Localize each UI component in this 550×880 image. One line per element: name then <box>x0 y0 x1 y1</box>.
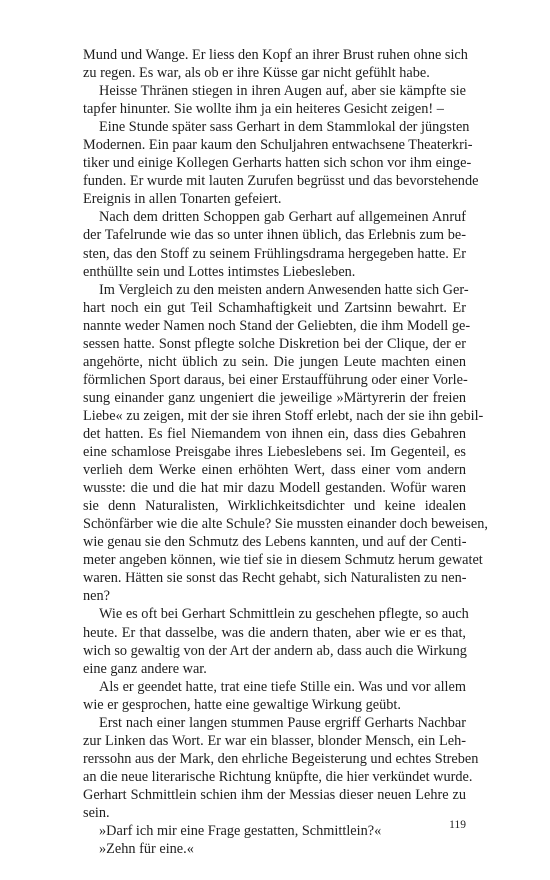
text-line: wie genau sie den Schmutz des Lebens kannten, und auf der Centi- <box>83 534 467 551</box>
text-line: Ereignis in allen Tonarten gefeiert. <box>83 191 282 208</box>
text-line: »Zehn für eine.« <box>99 841 194 858</box>
text-line: Gerhart Schmittlein schien ihm der Messias dieser neuen Lehre zu <box>83 786 466 803</box>
text-line: verlieh dem Werke einen erhöhten Wert, dass einer vom andern <box>83 462 466 479</box>
text-line: sein. <box>83 804 110 821</box>
text-line: an die neue literarische Richtung knüpfte, die hier verkündet wurde. <box>83 768 473 785</box>
text-line: Modernen. Ein paar kaum den Schuljahren entwachsene Theaterkri- <box>83 137 473 154</box>
body-text <box>83 46 488 858</box>
text-line: »Darf ich mir eine Frage gestatten, Schmittlein?« <box>99 823 382 840</box>
text-line: sung einander ganz ungeniert die jeweilige »Märtyrerin der freien <box>83 389 466 406</box>
text-line: funden. Er wurde mit lauten Zurufen begrüsst und das bevorstehende <box>83 173 479 190</box>
text-line: waren. Hätten sie sonst das Recht gehabt, sich Naturalisten zu nen- <box>83 570 467 587</box>
text-line: Nach dem dritten Schoppen gab Gerhart auf allgemeinen Anruf <box>99 209 466 226</box>
text-line: enthüllte sein und Lottes intimstes Liebesleben. <box>83 263 356 280</box>
text-line: nannte weder Namen noch Stand der Geliebten, die ihm Modell ge- <box>83 317 471 334</box>
text-line: zu regen. Es war, als ob er ihre Küsse gar nicht gefühlt habe. <box>83 65 430 82</box>
page-number: 119 <box>449 819 466 831</box>
text-line: wich so gewaltig von der Art der andern ab, dass auch die Wirkung <box>83 642 467 659</box>
text-line: wie er gesprochen, hatte eine gewaltige Wirkung geübt. <box>83 696 401 713</box>
text-line: eine ganz andere war. <box>83 660 207 677</box>
text-line: tapfer hinunter. Sie wollte ihm ja ein heiteres Gesicht zeigen! – <box>83 101 444 118</box>
text-line: eine schamlose Preisgabe ihres Liebeslebens sei. Im Gegenteil, es <box>83 444 466 461</box>
text-line: nen? <box>83 588 110 605</box>
text-line: angehörte, nicht üblich zu sein. Die jungen Leute machten einen <box>83 353 466 370</box>
text-line: Als er geendet hatte, trat eine tiefe Stille ein. Was und vor allem <box>99 678 466 695</box>
text-line: Im Vergleich zu den meisten andern Anwesenden hatte sich Ger- <box>99 281 469 298</box>
text-line: wusste: die und die hat mir dazu Modell gestanden. Wofür waren <box>83 480 466 497</box>
text-line: Erst nach einer langen stummen Pause ergriff Gerharts Nachbar <box>99 714 466 731</box>
text-line: Mund und Wange. Er liess den Kopf an ihrer Brust ruhen ohne sich <box>83 47 468 63</box>
text-line: Schönfärber wie die alte Schule? Sie mussten einander doch beweisen, <box>83 516 488 533</box>
text-line: hart noch ein gut Teil Schamhaftigkeit und Zartsinn bewahrt. Er <box>83 299 466 316</box>
text-line: Liebe« zu zeigen, mit der sie ihren Stoff erlebt, nach der sie ihn gebil- <box>83 407 484 424</box>
text-line: der Tafelrunde wie das so unter ihnen üblich, das Erlebnis zum be- <box>83 227 466 244</box>
text-line: rerssohn aus der Mark, den ehrliche Begeisterung und echtes Streben <box>83 750 479 767</box>
text-line: Eine Stunde später sass Gerhart in dem Stammlokal der jüngsten <box>99 119 470 136</box>
text-line: tiker und einige Kollegen Gerharts hatten sich schon vor ihm einge- <box>83 155 472 172</box>
text-line: zur Linken das Wort. Er war ein blasser, blonder Mensch, ein Leh- <box>83 732 466 749</box>
text-line: sten, das den Stoff zu seinem Frühlingsdrama hergegeben hatte. Er <box>83 245 466 262</box>
text-line: sessen hatte. Sonst pflegte solche Diskretion bei der Clique, der er <box>83 335 466 352</box>
text-line: sie denn Naturalisten, Wirklichkeitsdichter und keine idealen <box>83 498 466 515</box>
text-line: Heisse Thränen stiegen in ihren Augen auf, aber sie kämpfte sie <box>99 83 466 100</box>
text-line: det hatten. Es fiel Niemandem von ihnen ein, dass dies Gebahren <box>83 425 466 442</box>
text-line: förmlichen Sport daraus, bei einer Erstaufführung oder einer Vorle- <box>83 371 468 388</box>
text-line: heute. Er that dasselbe, was die andern thaten, aber wie er es that, <box>83 624 466 641</box>
text-line: meter angeben können, wie tief sie in diesem Schmutz herum gewatet <box>83 552 483 569</box>
text-line: Wie es oft bei Gerhart Schmittlein zu geschehen pflegte, so auch <box>99 606 469 623</box>
